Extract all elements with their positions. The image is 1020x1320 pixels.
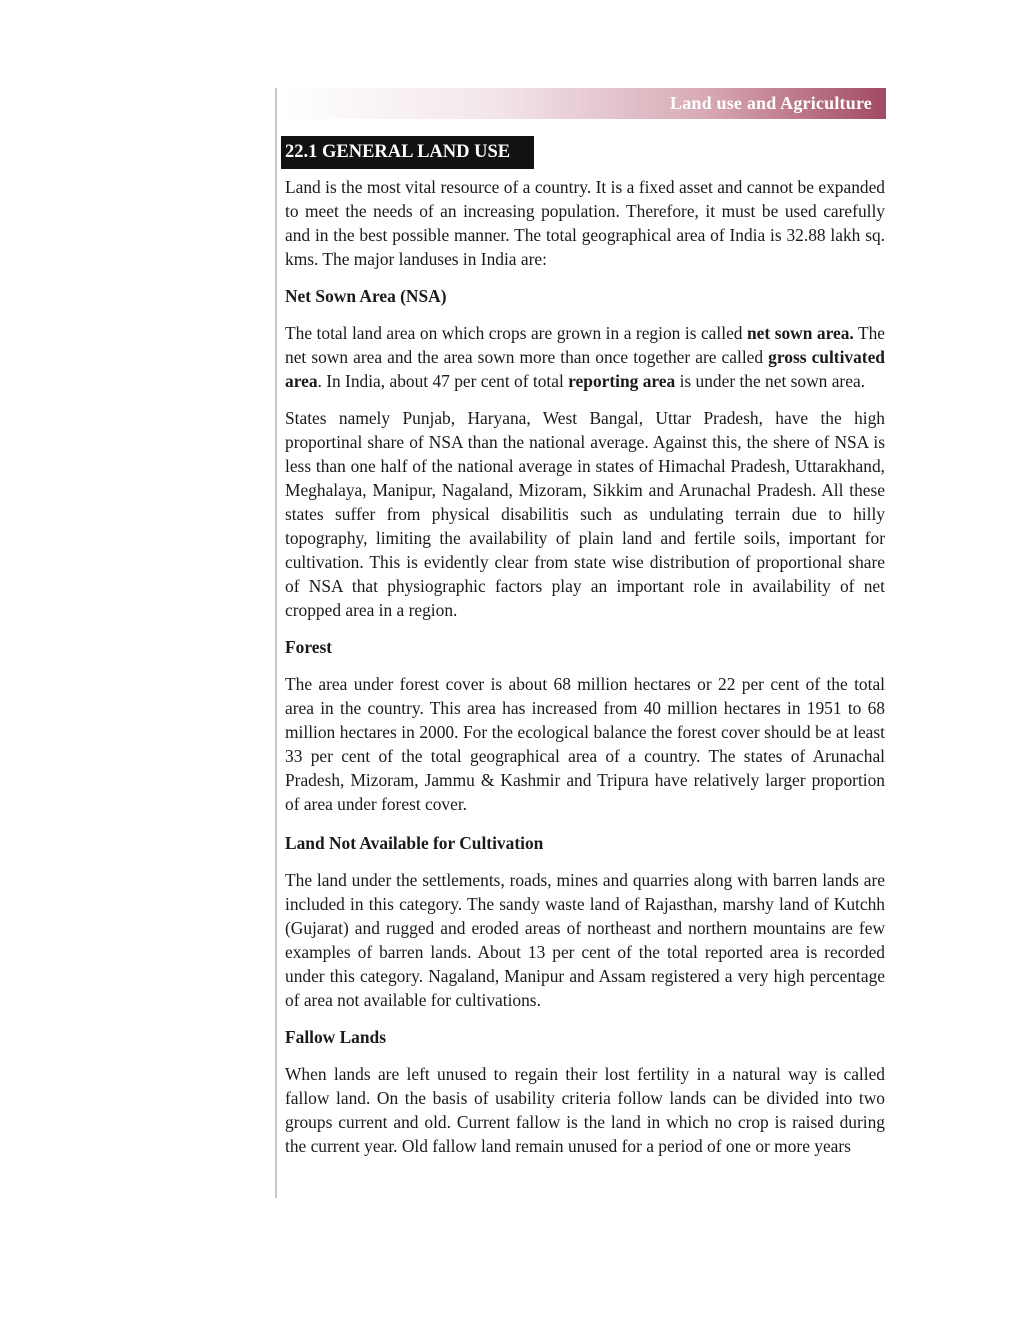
fallow-paragraph: When lands are left unused to regain their lost fertility in a natural way is called fallow land. On the basis of usability criteria follow lands can be divided into two groups current and old. Current fallow is the land in which no crop is raised during the current year. Old fallow land remain unused for a period of one or more years [285,1064,885,1156]
land-not-available-paragraph: The land under the settlements, roads, mines and quarries along with barren lands are included in this category. The sandy waste land of Rajasthan, marshy land of Kutchh (Gujarat) and rugged and eroded areas of northeast and northern mountains are few examples of barren lands. About 13 per cent of the total reported area is recorded under this category. Nagaland, Manipur and Assam registered a very high percentage of area not available for cultivations. [285,870,885,1010]
forest-paragraph: The area under forest cover is about 68 million hectares or 22 per cent of the total area in the country. This area has increased from 40 million hectares in 1951 to 68 million hectares in 2000. For the ecological balance the forest cover should be at least 33 per cent of the total geographical area of a country. The states of Arunachal Pradesh, Mizoram, Jammu & Kashmir and Tripura have relatively larger proportion of area under forest cover. [285,674,885,814]
heading-net-sown-area: Net Sown Area (NSA) [285,286,447,306]
heading-fallow-lands: Fallow Lands [285,1027,386,1047]
intro-paragraph: Land is the most vital resource of a country. It is a fixed asset and cannot be expanded to meet the needs of an increasing population. Therefore, it must be used carefully and in the best possible manner. The total geographical area of India is 32.88 lakh sq. kms. The major landuses in India are: [285,177,885,269]
margin-rule [275,88,277,1198]
term-net-sown-area: net sown area. [747,323,854,343]
nsa-text-d: . In India, about 47 per cent of total [317,371,569,391]
running-header [281,88,886,119]
running-header-title: Land use and Agriculture [669,93,872,113]
nsa-paragraph-2: States namely Punjab, Haryana, West Bangal, Uttar Pradesh, have the high proportinal share of NSA than the national average. Against this, the shere of NSA is less than one half of the national average in states of Himachal Pradesh, Uttarakhand, Meghalaya, Manipur, Nagaland, Mizoram, Sikkim and Arunachal Pradesh. All these states suffer from physical disabilitis such as undulating terrain due to hilly topography, limiting the availability of plain land and fertile soils, important for cultivation. This is evidently clear from state wise distribution of proportional share of NSA that physiographic factors play an important role in availability of net cropped area in a region. [285,408,885,620]
nsa-text-a: The total land area on which crops are grown in a region is called [285,323,747,343]
nsa-paragraph-1 [285,321,885,393]
heading-land-not-available: Land Not Available for Cultivation [285,833,544,853]
term-gross-cultivated-area: gross cultivated area [285,347,885,391]
heading-forest: Forest [285,637,333,657]
nsa-text-c: The net sown area and the area sown more than once together are called [285,323,885,367]
section-title: 22.1 GENERAL LAND USE [281,136,534,169]
term-reporting-area: reporting area [568,371,676,391]
nsa-text-e: is under the net sown area. [675,371,866,391]
page-content [285,175,885,1171]
